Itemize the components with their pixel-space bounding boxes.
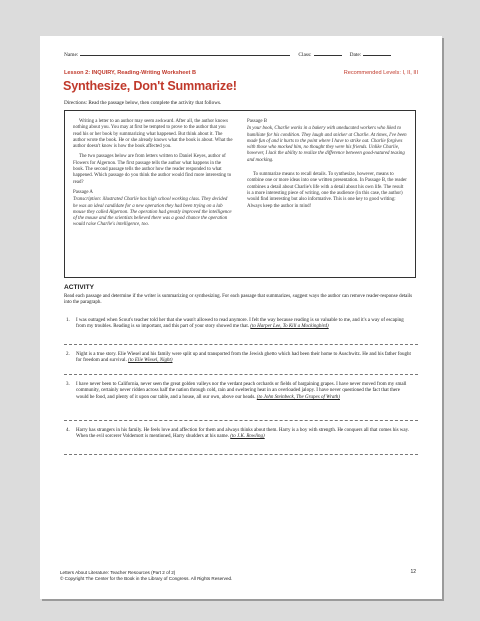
closing-paragraph: To summarize means to recall details. To synthesize, however, means to combine one or more ideas into one written presentation. In Passage B, the reader combines a detail about Charlie's life with a detail about his own life. The result is a more interesting piece of writing, one the audience (in this case, the author) would find interesting but also informative. This is one key to good writing: Always keep the author in mind! [247, 172, 407, 209]
passage-right-column [247, 119, 407, 271]
passage-a-label: Passage A [73, 189, 93, 195]
item-source: (to Harper Lee, To Kill a Mockingbird) [250, 324, 329, 330]
divider [64, 420, 418, 421]
item-text [76, 428, 412, 441]
passage-left-column [73, 119, 233, 271]
item-number: 4. [66, 428, 70, 433]
passage-b-text: In your book, Charlie works in a bakery with uneducated workers who liked to humiliate for his condition. They laugh and snicker at Charlie. At times, I've been made fun of and it hurts to the point where I have to strike out. Charlie forgives with those who mocked him, no thought they were his friends. Unlike Charlie, however, I lack the ability to realize the difference between good-natured teasing and mocking. [247, 126, 407, 163]
divider [64, 454, 418, 455]
item-source: (to John Steinbeck, The Grapes of Wrath) [256, 394, 340, 400]
class-label: Class: [298, 52, 312, 58]
intro-paragraph-1: Writing a letter to an author may seem awkward. After all, the author knows nothing about you. You may at first be tempted to prove to the author that you read his or her book by summarizing what happened. But think about it. The author wrote the book. He or she already knows what the book is about. What the author doesn't know is how the book affected you. [73, 119, 233, 150]
item-body: Harry has strangers in his family. He feels love and affection for them and always thinks about them. Harry is a boy with strength. He conquers all that comes his way. When the evil sorcerer Voldemort is mentioned, Harry shudders at his name. [76, 428, 410, 440]
page-number: 12 [410, 569, 416, 575]
activity-item [64, 318, 412, 331]
name-label: Name: [64, 52, 79, 58]
item-source: (to J.K. Rowling) [230, 434, 265, 440]
item-body: Night is a true story. Elie Wiesel and his family were split up and transported from the Jewish ghetto which had been their home to Auschwitz. He and his father fought for freedom and survival. [76, 352, 411, 364]
divider [64, 344, 418, 345]
recommended-levels: Recommended Levels: I, II, III [343, 70, 418, 76]
activity-item [64, 352, 412, 365]
item-number: 3. [66, 382, 70, 387]
activity-item [64, 382, 412, 401]
item-number: 2. [66, 352, 70, 357]
directions: Directions: Read the passage below, then complete the activity that follows. [64, 100, 222, 106]
item-text [76, 318, 412, 331]
name-line [80, 50, 290, 56]
item-text [76, 352, 412, 365]
activity-item [64, 428, 412, 441]
item-text [76, 382, 412, 401]
name-class-date-bar [64, 50, 418, 58]
page-footer [60, 570, 416, 581]
class-line [314, 50, 342, 56]
intro-paragraph-2: The two passages below are from letters written to Daniel Keyes, author of Flowers for Algernon. The first passage tells the author what happens in the book. The second passage tells the author how the reader responded to what happened. Which passage do you think the author would find more interesting to read? [73, 154, 232, 185]
item-number: 1. [66, 318, 70, 323]
divider [64, 374, 418, 375]
page-title: Synthesize, Don't Summarize! [63, 79, 237, 93]
worksheet-page [40, 36, 442, 599]
item-body: I have never been to California, never seen the great golden valleys nor the verdant peach orchards or fields of bargaining grapes. I have never moved from my small community, certainly never ridden across half the nation through cold, rain and sweltering heat in an overloaded jalopy. I have never questioned the fact that there would be food, and plenty of it upon our table, and a house, all our own, above our heads. [76, 382, 407, 400]
passage-a-text: Transcription: illustrated Charlie has high school working class. They decided he was an ideal candidate for a new operation they had been trying on a lab mouse they called Algernon. The operation had greatly improved the intelligence of the mouse and the scientists believed there was a good chance the operation would raise Charlie's intelligence, too. [73, 197, 232, 228]
footer-copyright: © Copyright The Center for the Book in the Library of Congress. All Rights Reserved. [60, 575, 233, 581]
date-line [363, 50, 391, 56]
lesson-label: Lesson 2: INQUIRY, Reading-Writing Worksheet B [64, 70, 196, 76]
lesson-row [64, 70, 418, 76]
passage-box [64, 110, 416, 278]
activity-heading: ACTIVITY [64, 284, 95, 291]
item-body: I was outraged when Scout's teacher told her that she wasn't allowed to read anymore. I felt the way because reading is so valuable to me, and it's a way of escaping from my troubles. Reading is so important, and this part of your story showed me that. [76, 318, 404, 330]
item-source: (to Elie Wiesel, Night) [128, 358, 173, 364]
date-label: Date: [349, 52, 362, 58]
footer-resource-line: Letters About Literature: Teacher Resources (Part 2 of 2) [60, 570, 176, 575]
activity-intro: Read each passage and determine if the writer is summarizing or synthesizing. For each passage that summarizes, suggest ways the author can remove reader-response details into the paragraph. [64, 294, 413, 306]
passage-b-label: Passage B [247, 119, 267, 124]
